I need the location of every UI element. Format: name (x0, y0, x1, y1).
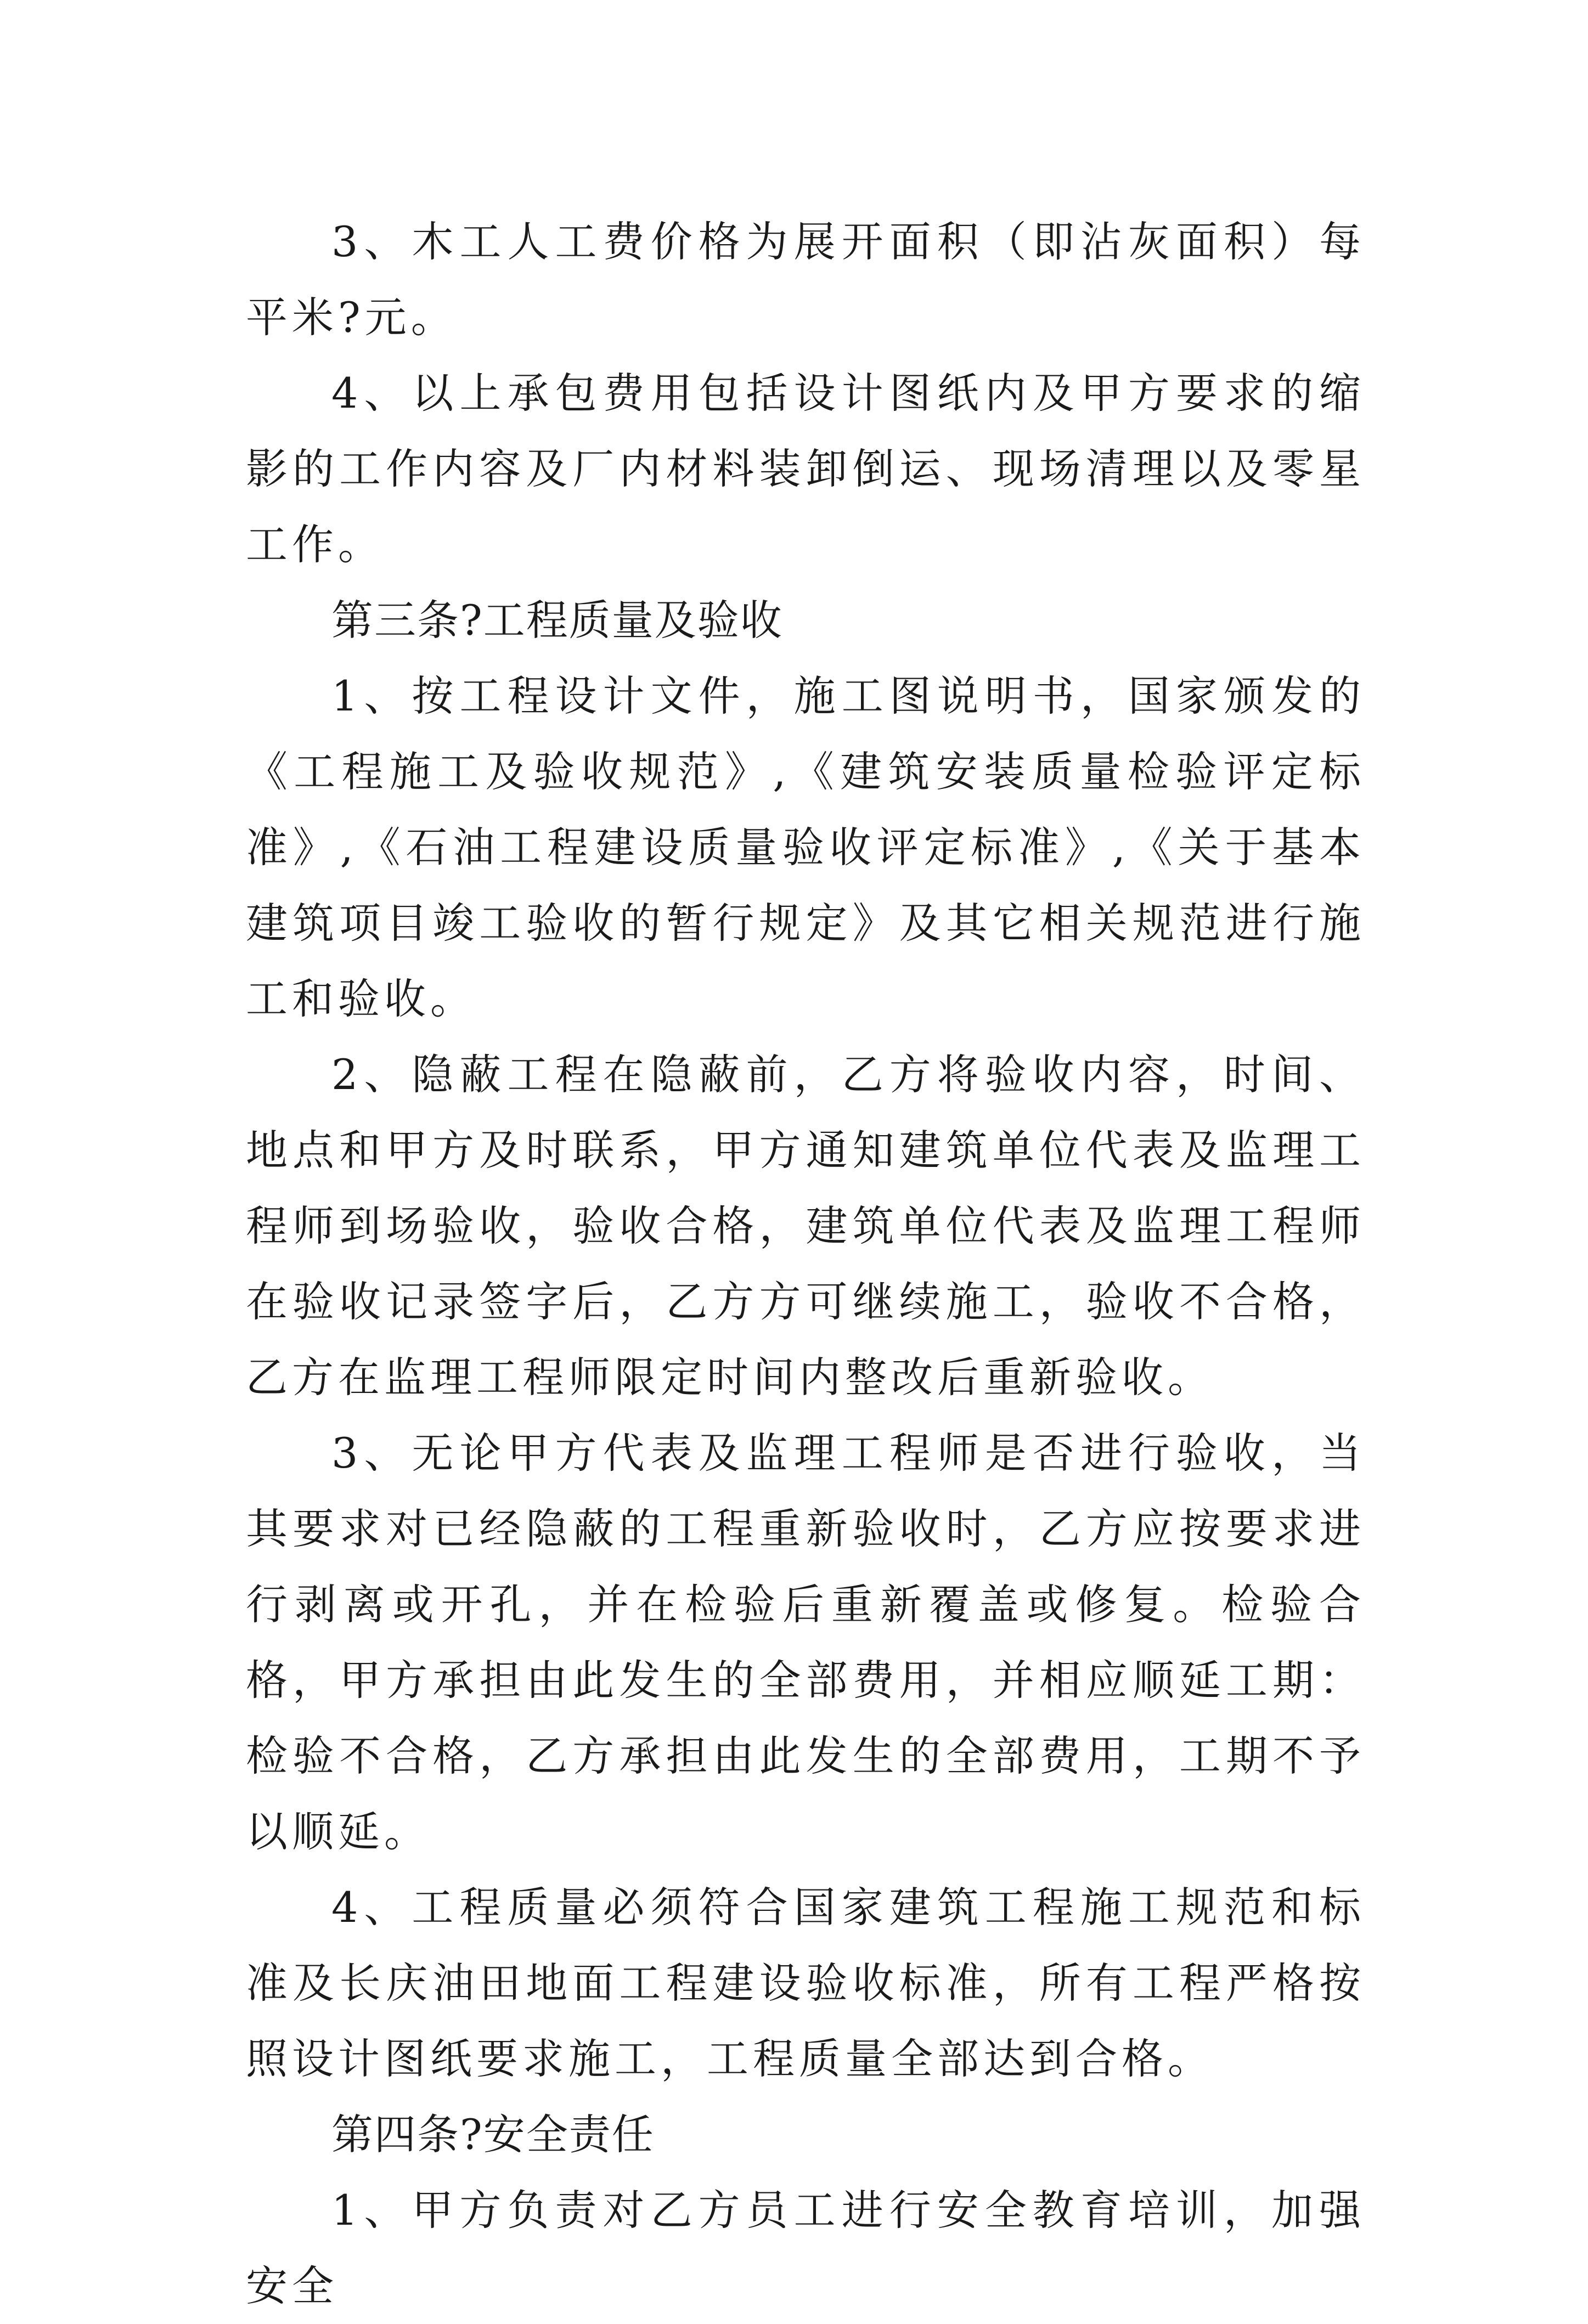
paragraph-contract-scope: 4、以上承包费用包括设计图纸内及甲方要求的缩影的工作内容及厂内材料装卸倒运、现场清理以及零星工作。 (246, 369, 1365, 569)
document-body (246, 204, 1365, 2324)
paragraph-carpentry-price: 3、木工人工费价格为展开面积（即沾灰面积）每平米?元。 (246, 217, 1365, 342)
paragraph-concealed-works: 2、隐蔽工程在隐蔽前，乙方将验收内容，时间、地点和甲方及时联系，甲方通知建筑单位代表及监理工程师到场验收，验收合格，建筑单位代表及监理工程师在验收记录签字后，乙方方可继续施工，验收不合格，乙方在监理工程师限定时间内整改后重新验收。 (246, 1050, 1365, 1402)
section-heading-quality: 第三条?工程质量及验收 (331, 596, 783, 645)
paragraph-safety-training: 1、甲方负责对乙方员工进行安全教育培训，加强安全 (246, 2186, 1365, 2310)
paragraph-quality-requirement: 4、工程质量必须符合国家建筑工程施工规范和标准及长庆油田地面工程建设验收标准，所有工程严格按照设计图纸要求施工，工程质量全部达到合格。 (246, 1883, 1365, 2083)
section-heading-safety: 第四条?安全责任 (331, 2110, 655, 2159)
paragraph-standards: 1、按工程设计文件，施工图说明书，国家颁发的《工程施工及验收规范》,《建筑安装质量检验评定标准》,《石油工程建设质量验收评定标准》,《关于基本建筑项目竣工验收的暂行规定》及其它相关规范进行施工和验收。 (246, 672, 1365, 1023)
paragraph-reinspection: 3、无论甲方代表及监理工程师是否进行验收，当其要求对已经隐蔽的工程重新验收时，乙方应按要求进行剥离或开孔，并在检验后重新覆盖或修复。检验合格，甲方承担由此发生的全部费用，并相应顺延工期：检验不合格，乙方承担由此发生的全部费用，工期不予以顺延。 (246, 1429, 1365, 1856)
